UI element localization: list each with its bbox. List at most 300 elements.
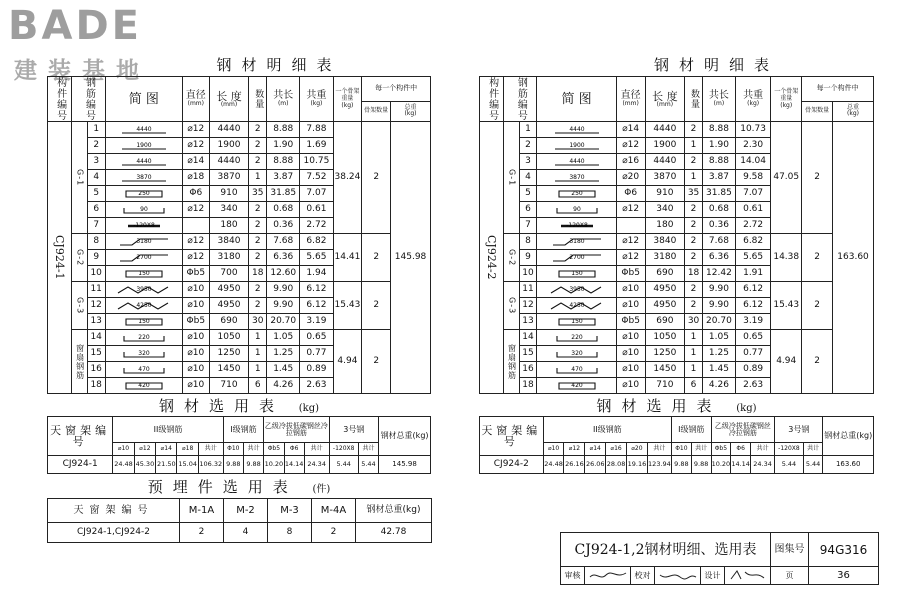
row-value: 123.94 bbox=[647, 456, 671, 474]
header-frame-weight-label: 一个骨架重量 bbox=[335, 88, 360, 102]
sketch-cell bbox=[537, 218, 616, 234]
bar-diameter: Φ6 bbox=[616, 186, 645, 202]
rebar-sketch bbox=[114, 124, 174, 135]
bar-count: 2 bbox=[249, 122, 267, 138]
bar-count: 1 bbox=[249, 346, 267, 362]
sketch-cell bbox=[105, 186, 182, 202]
header-col: Φb5 bbox=[711, 443, 731, 456]
sketch-dimension: 470 bbox=[570, 366, 583, 373]
bar-length: 3870 bbox=[645, 170, 685, 186]
embed-table bbox=[47, 498, 432, 543]
bar-diameter: ⌀10 bbox=[183, 298, 210, 314]
bar-count: 18 bbox=[685, 266, 703, 282]
header-member-weight bbox=[833, 101, 874, 121]
right-detail-table bbox=[479, 76, 874, 394]
header-total-weight bbox=[300, 77, 333, 122]
bar-number: 15 bbox=[519, 346, 537, 362]
header-count: 数量 bbox=[249, 77, 267, 122]
bar-total-weight: 7.52 bbox=[300, 170, 333, 186]
review-label: 审核 bbox=[561, 567, 585, 585]
bar-total-weight: 6.12 bbox=[735, 282, 770, 298]
sketch-cell bbox=[537, 346, 616, 362]
bar-length: 3840 bbox=[209, 234, 249, 250]
bar-diameter: ⌀18 bbox=[183, 170, 210, 186]
header-sketch: 简 图 bbox=[105, 77, 182, 122]
bar-diameter: ⌀12 bbox=[183, 138, 210, 154]
bar-total-length: 12.42 bbox=[702, 266, 735, 282]
rebar-shape bbox=[547, 380, 607, 391]
bar-length: 3180 bbox=[645, 250, 685, 266]
row-value: 9.88 bbox=[223, 456, 243, 474]
rebar-shape bbox=[114, 124, 174, 135]
bar-number: 4 bbox=[87, 170, 105, 186]
check-label: 校对 bbox=[631, 567, 655, 585]
bar-diameter: ⌀12 bbox=[183, 234, 210, 250]
header-col: Φ6 bbox=[284, 443, 304, 456]
row-value: 10.20 bbox=[711, 456, 731, 474]
frame-weight: 38.24 bbox=[333, 122, 362, 234]
bar-count: 2 bbox=[249, 218, 267, 234]
bar-total-length: 12.60 bbox=[267, 266, 300, 282]
bar-length: 3870 bbox=[209, 170, 249, 186]
header-length bbox=[645, 77, 685, 122]
bar-number: 8 bbox=[87, 234, 105, 250]
sketch-dimension: 3870 bbox=[136, 174, 152, 181]
rebar-sketch bbox=[547, 236, 607, 247]
rebar-sketch bbox=[114, 380, 174, 391]
sketch-dimension: 4440 bbox=[136, 158, 152, 165]
right-selection-table bbox=[479, 416, 874, 474]
sketch-dimension: -120X8 bbox=[565, 222, 588, 229]
header-embed-col: M-2 bbox=[224, 499, 268, 523]
rebar-shape bbox=[547, 364, 607, 375]
bar-length: 4440 bbox=[209, 154, 249, 170]
rebar-shape bbox=[547, 124, 607, 135]
bar-total-weight: 10.75 bbox=[300, 154, 333, 170]
header-row bbox=[480, 77, 874, 102]
bar-total-weight: 6.12 bbox=[300, 282, 333, 298]
bar-total-weight: 0.61 bbox=[300, 202, 333, 218]
header-frame-weight-unit: (kg) bbox=[780, 101, 793, 109]
bar-total-weight: 0.77 bbox=[735, 346, 770, 362]
header-member-no: 构件编号 bbox=[48, 77, 72, 122]
row-value: 106.32 bbox=[198, 456, 223, 474]
sketch-cell bbox=[537, 234, 616, 250]
bar-total-length: 7.68 bbox=[267, 234, 300, 250]
bar-number: 10 bbox=[519, 266, 537, 282]
header-per-member: 每一个构件中 bbox=[802, 77, 874, 102]
header-col: ⌀14 bbox=[585, 443, 606, 456]
bar-number: 12 bbox=[87, 298, 105, 314]
atlas-number: 94G316 bbox=[809, 533, 879, 567]
rebar-sketch bbox=[114, 300, 174, 311]
bar-total-weight: 5.65 bbox=[735, 250, 770, 266]
sketch-cell bbox=[105, 378, 182, 394]
group-label: G-2 bbox=[72, 234, 87, 282]
rebar-shape bbox=[547, 220, 607, 231]
sketch-cell bbox=[537, 282, 616, 298]
bar-count: 2 bbox=[249, 154, 267, 170]
bar-total-length: 1.25 bbox=[702, 346, 735, 362]
bar-total-weight: 7.88 bbox=[300, 122, 333, 138]
rebar-sketch bbox=[547, 140, 607, 151]
bar-total-weight: 0.61 bbox=[735, 202, 770, 218]
bar-number: 18 bbox=[519, 378, 537, 394]
header-total-length bbox=[267, 77, 300, 122]
rebar-shape bbox=[547, 204, 607, 215]
bar-length: 1450 bbox=[645, 362, 685, 378]
bar-length: 910 bbox=[209, 186, 249, 202]
row-value: 45.30 bbox=[134, 456, 155, 474]
bar-count: 1 bbox=[249, 330, 267, 346]
row-value: 9.88 bbox=[243, 456, 263, 474]
bar-total-weight: 2.72 bbox=[300, 218, 333, 234]
header-row bbox=[48, 417, 431, 443]
rebar-shape bbox=[114, 156, 174, 167]
bar-total-length: 20.70 bbox=[702, 314, 735, 330]
sketch-dimension: 1900 bbox=[136, 142, 152, 149]
bar-number: 3 bbox=[519, 154, 537, 170]
page-label: 页 bbox=[771, 567, 809, 585]
member-total-weight: 145.98 bbox=[391, 122, 431, 394]
bar-number: 14 bbox=[87, 330, 105, 346]
row-value: 5.44 bbox=[775, 456, 804, 474]
table-row bbox=[480, 122, 874, 138]
bar-diameter: ⌀20 bbox=[616, 170, 645, 186]
rebar-sketch bbox=[114, 316, 174, 327]
group-label: G-1 bbox=[504, 122, 519, 234]
header-col: 共计 bbox=[751, 443, 775, 456]
embed-title: 预埋件选用表 (件) bbox=[147, 478, 331, 496]
frame-count: 2 bbox=[802, 234, 833, 282]
rebar-shape bbox=[114, 364, 174, 375]
frame-weight: 14.38 bbox=[771, 234, 802, 282]
frame-count: 2 bbox=[802, 282, 833, 330]
header-frame-no: 天窗架编号 bbox=[48, 417, 113, 456]
bar-length: 4950 bbox=[645, 298, 685, 314]
bar-diameter bbox=[183, 218, 210, 234]
bar-diameter: ⌀10 bbox=[616, 298, 645, 314]
sketch-dimension: 90 bbox=[139, 206, 148, 213]
header-steel-total: 钢材总重(kg) bbox=[823, 417, 874, 456]
bar-count: 30 bbox=[249, 314, 267, 330]
header-row bbox=[48, 77, 431, 102]
row-value: 24.34 bbox=[304, 456, 329, 474]
bar-diameter: Φb5 bbox=[183, 266, 210, 282]
bar-diameter: ⌀10 bbox=[183, 378, 210, 394]
bar-diameter: ⌀12 bbox=[183, 202, 210, 218]
bar-total-length: 0.68 bbox=[267, 202, 300, 218]
bar-total-weight: 2.72 bbox=[735, 218, 770, 234]
group-label: G-3 bbox=[72, 282, 87, 330]
table-row bbox=[48, 523, 432, 543]
sketch-cell bbox=[537, 266, 616, 282]
rebar-sketch bbox=[547, 156, 607, 167]
header-length-unit: (mm) bbox=[220, 100, 238, 108]
header-col: ⌀20 bbox=[627, 443, 648, 456]
sketch-dimension: 250 bbox=[570, 190, 583, 197]
bar-total-weight: 2.63 bbox=[300, 378, 333, 394]
bar-diameter: ⌀14 bbox=[616, 122, 645, 138]
bar-total-length: 1.05 bbox=[267, 330, 300, 346]
bar-number: 8 bbox=[519, 234, 537, 250]
sketch-cell bbox=[537, 202, 616, 218]
rebar-sketch bbox=[114, 348, 174, 359]
bar-total-weight: 1.94 bbox=[300, 266, 333, 282]
rebar-shape bbox=[547, 156, 607, 167]
bar-total-weight: 6.12 bbox=[300, 298, 333, 314]
bar-total-length: 9.90 bbox=[267, 298, 300, 314]
sketch-dimension: 220 bbox=[138, 334, 150, 341]
bar-diameter: ⌀10 bbox=[616, 282, 645, 298]
bar-number: 18 bbox=[87, 378, 105, 394]
header-total-weight-unit: (kg) bbox=[310, 100, 323, 107]
bar-total-length: 8.88 bbox=[267, 122, 300, 138]
rebar-shape bbox=[114, 284, 174, 295]
bar-diameter: ⌀10 bbox=[616, 378, 645, 394]
rebar-sketch bbox=[547, 300, 607, 311]
bar-diameter: ⌀16 bbox=[616, 154, 645, 170]
header-col: 共计 bbox=[198, 443, 223, 456]
table-row bbox=[48, 282, 431, 298]
row-value: 14.14 bbox=[731, 456, 751, 474]
header-total-length-label: 共长 bbox=[273, 90, 294, 101]
bar-length: 1250 bbox=[645, 346, 685, 362]
header-member-weight-unit: (kg) bbox=[847, 110, 860, 118]
row-value: 21.50 bbox=[156, 456, 177, 474]
header-frame-weight-label: 一个骨架重量 bbox=[774, 88, 799, 102]
rebar-shape bbox=[547, 236, 607, 247]
header-total-weight-label: 共重 bbox=[743, 90, 764, 101]
header-col: ⌀12 bbox=[564, 443, 585, 456]
header-embed-col: M-4A bbox=[312, 499, 356, 523]
header-member-weight bbox=[391, 101, 431, 121]
bar-length: 180 bbox=[645, 218, 685, 234]
bar-number: 6 bbox=[87, 202, 105, 218]
bar-diameter bbox=[616, 218, 645, 234]
header-col: 共计 bbox=[803, 443, 823, 456]
header-diameter-label: 直径 bbox=[185, 90, 206, 101]
rebar-shape bbox=[114, 236, 174, 247]
bar-length: 3180 bbox=[209, 250, 249, 266]
row-value: 5.44 bbox=[329, 456, 358, 474]
group-label: G-1 bbox=[72, 122, 87, 234]
bar-total-length: 1.90 bbox=[702, 138, 735, 154]
rebar-shape bbox=[114, 300, 174, 311]
rebar-sketch bbox=[547, 252, 607, 263]
rebar-shape bbox=[114, 268, 174, 279]
bar-count: 1 bbox=[249, 170, 267, 186]
rebar-sketch bbox=[547, 332, 607, 343]
bar-length: 910 bbox=[645, 186, 685, 202]
bar-number: 13 bbox=[519, 314, 537, 330]
rebar-sketch bbox=[114, 188, 174, 199]
bar-diameter: ⌀10 bbox=[183, 346, 210, 362]
rebar-shape bbox=[114, 220, 174, 231]
bar-total-length: 6.36 bbox=[267, 250, 300, 266]
header-col: Φ10 bbox=[223, 443, 243, 456]
sketch-cell bbox=[537, 122, 616, 138]
bar-number: 16 bbox=[87, 362, 105, 378]
row-value: 5.44 bbox=[358, 456, 378, 474]
bar-number: 5 bbox=[87, 186, 105, 202]
rebar-shape bbox=[547, 188, 607, 199]
header-total-weight bbox=[735, 77, 770, 122]
signature-mark bbox=[658, 569, 698, 581]
header-diameter bbox=[183, 77, 210, 122]
bar-number: 14 bbox=[519, 330, 537, 346]
header-member-weight-label: 总重 bbox=[847, 104, 860, 112]
bar-number: 11 bbox=[87, 282, 105, 298]
header-frame-no: 天窗架编号 bbox=[480, 417, 544, 456]
header-col: -120X8 bbox=[329, 443, 358, 456]
frame-weight: 4.94 bbox=[771, 330, 802, 394]
rebar-shape bbox=[547, 332, 607, 343]
bar-count: 1 bbox=[685, 170, 703, 186]
bar-length: 4440 bbox=[645, 154, 685, 170]
sketch-cell bbox=[537, 314, 616, 330]
table-row bbox=[48, 234, 431, 250]
row-total: 145.98 bbox=[379, 456, 431, 474]
header-sketch: 简 图 bbox=[537, 77, 616, 122]
bar-diameter: ⌀10 bbox=[616, 346, 645, 362]
bar-length: 690 bbox=[209, 314, 249, 330]
bar-length: 3840 bbox=[645, 234, 685, 250]
rebar-sketch bbox=[114, 332, 174, 343]
bar-diameter: Φ6 bbox=[183, 186, 210, 202]
sketch-cell bbox=[537, 154, 616, 170]
bar-diameter: ⌀12 bbox=[616, 202, 645, 218]
frame-count: 2 bbox=[362, 330, 391, 394]
table-row bbox=[480, 330, 874, 346]
row-value: 24.34 bbox=[751, 456, 775, 474]
bar-total-length: 31.85 bbox=[702, 186, 735, 202]
sketch-dimension: 4250 bbox=[136, 302, 152, 309]
header-total-length-unit: (m) bbox=[277, 100, 289, 107]
sketch-cell bbox=[105, 362, 182, 378]
bar-number: 15 bbox=[87, 346, 105, 362]
header-member-weight-unit: (kg) bbox=[404, 110, 417, 118]
rebar-sketch bbox=[547, 380, 607, 391]
sketch-dimension: 2700 bbox=[568, 254, 585, 261]
bar-number: 7 bbox=[519, 218, 537, 234]
bar-total-length: 8.88 bbox=[702, 122, 735, 138]
bar-number: 3 bbox=[87, 154, 105, 170]
bar-length: 4440 bbox=[645, 122, 685, 138]
frame-weight: 4.94 bbox=[333, 330, 362, 394]
header-total-length-unit: (m) bbox=[713, 100, 725, 107]
sketch-cell bbox=[537, 330, 616, 346]
header-total-weight-unit: (kg) bbox=[747, 100, 760, 107]
group-label: 窗扇钢筋 bbox=[72, 330, 87, 394]
row-value: 10.20 bbox=[264, 456, 284, 474]
header-col: 共计 bbox=[358, 443, 378, 456]
header-member-no: 构件编号 bbox=[480, 77, 504, 122]
bar-diameter: Φb5 bbox=[616, 314, 645, 330]
bar-total-weight: 10.73 bbox=[735, 122, 770, 138]
header-col: Φb5 bbox=[264, 443, 284, 456]
frame-count: 2 bbox=[362, 282, 391, 330]
bar-total-weight: 14.04 bbox=[735, 154, 770, 170]
bar-total-weight: 6.82 bbox=[735, 234, 770, 250]
sketch-dimension: 1900 bbox=[568, 142, 585, 149]
bar-length: 710 bbox=[645, 378, 685, 394]
sketch-cell bbox=[105, 202, 182, 218]
bar-total-weight: 3.19 bbox=[300, 314, 333, 330]
sketch-cell bbox=[537, 138, 616, 154]
row-value: 19.16 bbox=[627, 456, 648, 474]
table-row bbox=[480, 282, 874, 298]
header-member-weight-label: 总重 bbox=[404, 104, 417, 112]
header-per-member: 每一个构件中 bbox=[362, 77, 431, 102]
bar-total-weight: 9.58 bbox=[735, 170, 770, 186]
row-value: 9.88 bbox=[672, 456, 692, 474]
header-col: ⌀10 bbox=[113, 443, 134, 456]
sketch-cell bbox=[537, 250, 616, 266]
check-signature bbox=[655, 567, 701, 585]
rebar-shape bbox=[114, 188, 174, 199]
bar-number: 9 bbox=[87, 250, 105, 266]
bar-total-weight: 1.69 bbox=[300, 138, 333, 154]
sketch-dimension: 3950 bbox=[568, 286, 585, 293]
bar-count: 2 bbox=[685, 282, 703, 298]
bar-diameter: ⌀10 bbox=[183, 282, 210, 298]
bar-total-weight: 0.89 bbox=[735, 362, 770, 378]
left-selection-table bbox=[47, 416, 431, 474]
sketch-dimension: 3180 bbox=[568, 238, 585, 245]
header-col: 共计 bbox=[691, 443, 711, 456]
rebar-shape bbox=[114, 316, 174, 327]
sketch-dimension: 2700 bbox=[136, 254, 152, 261]
header-col: ⌀12 bbox=[134, 443, 155, 456]
rebar-sketch bbox=[114, 204, 174, 215]
sketch-dimension: -120X8 bbox=[132, 222, 155, 229]
sketch-cell bbox=[537, 298, 616, 314]
left-selection-title: 钢材选用表 (kg) bbox=[158, 397, 320, 415]
header-grade2: II级钢筋 bbox=[113, 417, 223, 443]
bar-count: 35 bbox=[249, 186, 267, 202]
header-length-label: 长 度 bbox=[652, 89, 678, 103]
bar-number: 1 bbox=[519, 122, 537, 138]
sketch-dimension: 320 bbox=[570, 350, 583, 357]
design-signature bbox=[725, 567, 771, 585]
row-value: 2 bbox=[180, 523, 224, 543]
row-value: 2 bbox=[312, 523, 356, 543]
bar-total-length: 1.90 bbox=[267, 138, 300, 154]
bar-length: 1450 bbox=[209, 362, 249, 378]
header-col: ⌀18 bbox=[177, 443, 198, 456]
header-col: ⌀16 bbox=[606, 443, 627, 456]
row-value: 9.88 bbox=[691, 456, 711, 474]
bar-count: 30 bbox=[685, 314, 703, 330]
bar-length: 690 bbox=[645, 266, 685, 282]
bar-count: 2 bbox=[685, 298, 703, 314]
bar-diameter: ⌀12 bbox=[616, 250, 645, 266]
sketch-dimension: 220 bbox=[570, 334, 583, 341]
rebar-shape bbox=[547, 172, 607, 183]
sketch-dimension: 320 bbox=[138, 350, 150, 357]
bar-total-length: 3.87 bbox=[267, 170, 300, 186]
right-selection-title: 钢材选用表 (kg) bbox=[596, 397, 757, 415]
rebar-sketch bbox=[547, 364, 607, 375]
rebar-shape bbox=[547, 300, 607, 311]
bar-diameter: Φb5 bbox=[616, 266, 645, 282]
rebar-sketch bbox=[547, 172, 607, 183]
group-label: G-2 bbox=[504, 234, 519, 282]
sketch-dimension: 420 bbox=[570, 382, 583, 389]
sketch-cell bbox=[537, 362, 616, 378]
frame-weight: 14.41 bbox=[333, 234, 362, 282]
